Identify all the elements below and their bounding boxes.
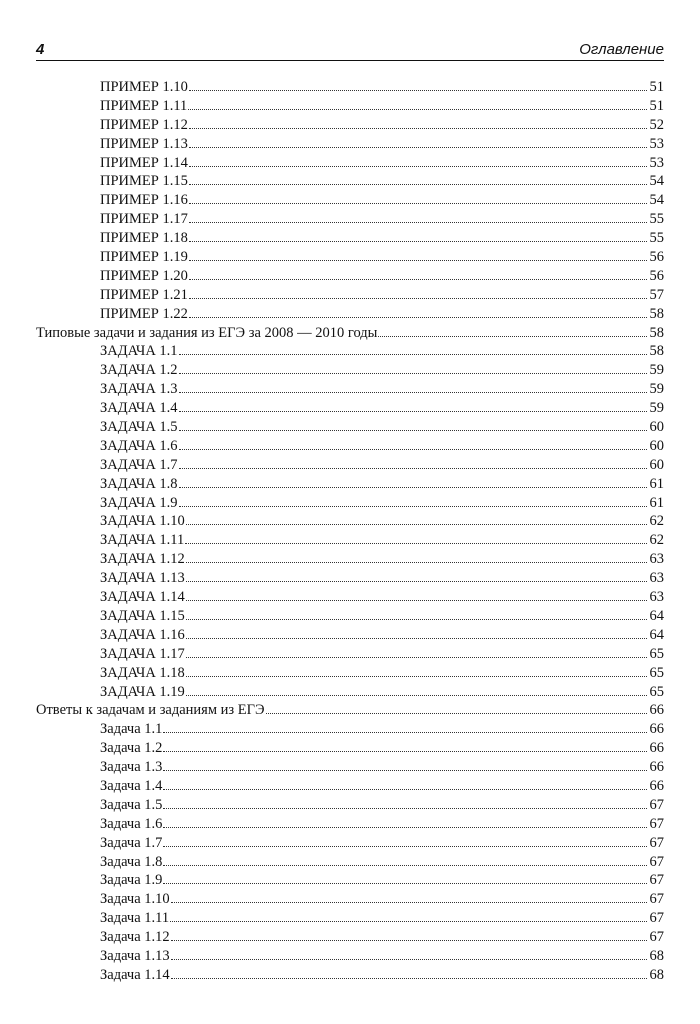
toc-entry[interactable] [36,96,664,115]
toc-section-entry[interactable] [36,323,664,342]
toc-entry-page: 62 [649,532,664,549]
toc-entry-page: 60 [649,456,664,473]
toc-leader-dots [186,682,647,696]
toc-entry-title: ПРИМЕР 1.16 [100,192,188,209]
toc-entry-title: ПРИМЕР 1.22 [100,305,188,322]
toc-leader-dots [179,417,647,431]
toc-entry[interactable] [36,625,664,644]
toc-entry[interactable] [36,757,664,776]
toc-entry-page: 57 [649,286,664,303]
toc-entry[interactable] [36,436,664,455]
toc-entry[interactable] [36,606,664,625]
toc-entry-page: 60 [649,419,664,436]
toc-entry-title: Задача 1.4 [100,777,163,794]
toc-leader-dots [189,266,647,280]
toc-entry-page: 67 [649,929,664,946]
toc-entry-title: Задача 1.1 [100,721,163,738]
toc-entry-title: ПРИМЕР 1.14 [100,154,188,171]
toc-leader-dots [179,398,647,412]
toc-leader-dots [171,927,647,941]
toc-entry-title: ЗАДАЧА 1.16 [100,626,185,643]
toc-leader-dots [170,908,647,922]
toc-entry[interactable] [36,209,664,228]
toc-entry-title: ПРИМЕР 1.17 [100,211,188,228]
toc-entry-page: 66 [649,721,664,738]
toc-leader-dots [186,644,647,658]
toc-leader-dots [179,341,647,355]
toc-entry[interactable] [36,530,664,549]
toc-leader-dots [179,436,647,450]
toc-entry[interactable] [36,247,664,266]
toc-entry-title: ПРИМЕР 1.11 [100,97,188,114]
page-number: 4 [36,41,45,58]
toc-leader-dots [266,700,647,714]
toc-entry-page: 58 [649,343,664,360]
toc-leader-dots [189,285,647,299]
toc-entry-page: 56 [649,249,664,266]
toc-entry-title: Типовые задачи и задания из ЕГЭ за 2008 — 2010 годы [36,324,378,341]
toc-entry-page: 67 [649,815,664,832]
toc-entry-title: ПРИМЕР 1.12 [100,116,188,133]
toc-entry-page: 59 [649,381,664,398]
toc-entry-page: 64 [649,626,664,643]
toc-entry-title: ЗАДАЧА 1.14 [100,589,185,606]
toc-entry[interactable] [36,398,664,417]
toc-leader-dots [186,511,647,525]
toc-leader-dots [189,134,647,148]
toc-leader-dots [186,606,647,620]
toc-entry-title: ЗАДАЧА 1.5 [100,419,178,436]
toc-entry[interactable] [36,266,664,285]
toc-leader-dots [189,115,647,129]
toc-leader-dots [189,153,647,167]
toc-entry-page: 53 [649,135,664,152]
toc-entry[interactable] [36,965,664,984]
toc-entry-page: 63 [649,570,664,587]
toc-entry[interactable] [36,908,664,927]
toc-entry[interactable] [36,134,664,153]
toc-entry-page: 52 [649,116,664,133]
toc-leader-dots [163,719,647,733]
toc-leader-dots [186,549,647,563]
toc-entry-title: ПРИМЕР 1.19 [100,249,188,266]
toc-entry-title: Задача 1.8 [100,853,163,870]
toc-leader-dots [171,965,647,979]
toc-entry-title: ПРИМЕР 1.21 [100,286,188,303]
toc-leader-dots [185,530,647,544]
toc-entry-page: 68 [649,947,664,964]
toc-entry-title: Задача 1.11 [100,910,170,927]
toc-leader-dots [179,455,647,469]
toc-entry[interactable] [36,360,664,379]
toc-entry[interactable] [36,682,664,701]
running-title: Оглавление [579,41,664,58]
toc-leader-dots [163,776,647,790]
toc-entry-title: Задача 1.9 [100,872,163,889]
toc-entry[interactable] [36,568,664,587]
toc-leader-dots [163,738,647,752]
toc-entry-page: 58 [649,305,664,322]
toc-leader-dots [188,96,647,110]
toc-entry[interactable] [36,889,664,908]
toc-entry[interactable] [36,379,664,398]
toc-leader-dots [163,814,647,828]
toc-entry-page: 60 [649,437,664,454]
toc-entry-page: 62 [649,513,664,530]
toc-entry-title: ПРИМЕР 1.18 [100,230,188,247]
toc-entry-title: ЗАДАЧА 1.12 [100,551,185,568]
toc-entry-page: 51 [649,97,664,114]
toc-entry[interactable] [36,304,664,323]
toc-entry-title: ЗАДАЧА 1.13 [100,570,185,587]
toc-leader-dots [179,493,647,507]
toc-entry-title: Ответы к задачам и заданиям из ЕГЭ [36,702,265,719]
toc-entry[interactable] [36,644,664,663]
toc-leader-dots [186,568,647,582]
toc-entry[interactable] [36,663,664,682]
toc-entry[interactable] [36,549,664,568]
toc-entry-page: 54 [649,173,664,190]
toc-entry-page: 66 [649,777,664,794]
toc-entry-title: ЗАДАЧА 1.10 [100,513,185,530]
toc-leader-dots [163,795,647,809]
toc-leader-dots [163,833,647,847]
toc-section-entry[interactable] [36,700,664,719]
toc-entry-page: 66 [649,759,664,776]
toc-entry-title: ЗАДАЧА 1.3 [100,381,178,398]
toc-entry[interactable] [36,190,664,209]
toc-leader-dots [189,228,647,242]
toc-entry[interactable] [36,511,664,530]
toc-entry-page: 66 [649,740,664,757]
toc-entry-page: 65 [649,664,664,681]
toc-entry[interactable] [36,814,664,833]
toc-leader-dots [186,625,647,639]
toc-entry[interactable] [36,738,664,757]
toc-entry-title: Задача 1.2 [100,740,163,757]
toc-entry-title: ЗАДАЧА 1.15 [100,607,185,624]
toc-leader-dots [163,852,647,866]
toc-entry-title: ПРИМЕР 1.15 [100,173,188,190]
toc-entry[interactable] [36,455,664,474]
toc-leader-dots [179,474,647,488]
toc-entry-title: ЗАДАЧА 1.8 [100,475,178,492]
toc-entry[interactable] [36,228,664,247]
toc-entry[interactable] [36,833,664,852]
toc-entry-page: 59 [649,362,664,379]
toc-leader-dots [189,304,647,318]
toc-entry[interactable] [36,719,664,738]
toc-leader-dots [163,757,647,771]
toc-entry-title: ЗАДАЧА 1.17 [100,645,185,662]
toc-entry[interactable] [36,870,664,889]
toc-leader-dots [179,379,647,393]
toc-entry[interactable] [36,493,664,512]
toc-entry-title: ЗАДАЧА 1.2 [100,362,178,379]
page-header [36,38,664,61]
toc-entry-page: 54 [649,192,664,209]
toc-entry-page: 59 [649,400,664,417]
toc-entry-page: 64 [649,607,664,624]
toc-entry-title: ПРИМЕР 1.13 [100,135,188,152]
toc-entry[interactable] [36,115,664,134]
toc-leader-dots [189,209,647,223]
toc-entry-page: 67 [649,872,664,889]
toc-entry-page: 67 [649,891,664,908]
toc-entry-title: ЗАДАЧА 1.19 [100,683,185,700]
toc-entry[interactable] [36,927,664,946]
toc-entry-page: 65 [649,645,664,662]
toc-entry-title: Задача 1.12 [100,929,170,946]
toc-entry-page: 65 [649,683,664,700]
toc-entry[interactable] [36,587,664,606]
toc-entry[interactable] [36,171,664,190]
toc-leader-dots [378,323,647,337]
toc-entry-page: 68 [649,966,664,983]
toc-entry-title: ЗАДАЧА 1.1 [100,343,178,360]
table-of-contents [36,77,664,984]
toc-entry-title: ЗАДАЧА 1.6 [100,437,178,454]
toc-entry-page: 51 [649,79,664,95]
toc-leader-dots [186,587,647,601]
toc-entry[interactable] [36,77,664,96]
toc-entry-title: ЗАДАЧА 1.7 [100,456,178,473]
toc-entry-page: 61 [649,494,664,511]
toc-entry[interactable] [36,776,664,795]
toc-entry-page: 66 [649,702,664,719]
toc-leader-dots [179,360,647,374]
toc-entry-title: ЗАДАЧА 1.18 [100,664,185,681]
toc-entry-title: Задача 1.10 [100,891,170,908]
toc-entry-page: 67 [649,834,664,851]
toc-entry-page: 56 [649,267,664,284]
toc-entry-title: ПРИМЕР 1.10 [100,79,188,95]
toc-entry-title: ПРИМЕР 1.20 [100,267,188,284]
toc-entry-title: ЗАДАЧА 1.9 [100,494,178,511]
toc-entry-page: 55 [649,211,664,228]
toc-entry[interactable] [36,341,664,360]
toc-entry[interactable] [36,795,664,814]
toc-leader-dots [171,946,647,960]
toc-leader-dots [189,77,647,91]
toc-entry-title: Задача 1.7 [100,834,163,851]
toc-leader-dots [186,663,647,677]
toc-entry[interactable] [36,417,664,436]
toc-entry[interactable] [36,153,664,172]
toc-entry[interactable] [36,852,664,871]
toc-entry-title: Задача 1.3 [100,759,163,776]
toc-leader-dots [163,870,647,884]
toc-entry-title: Задача 1.13 [100,947,170,964]
toc-entry-page: 55 [649,230,664,247]
toc-entry[interactable] [36,474,664,493]
toc-entry-page: 67 [649,853,664,870]
toc-entry-title: ЗАДАЧА 1.11 [100,532,185,549]
toc-leader-dots [189,247,647,261]
toc-entry-page: 67 [649,910,664,927]
toc-entry-title: Задача 1.5 [100,796,163,813]
toc-entry-page: 61 [649,475,664,492]
toc-leader-dots [189,190,647,204]
toc-entry-title: Задача 1.14 [100,966,170,983]
toc-entry[interactable] [36,946,664,965]
toc-entry-title: ЗАДАЧА 1.4 [100,400,178,417]
toc-entry-page: 58 [649,324,664,341]
toc-leader-dots [171,889,647,903]
toc-entry-page: 63 [649,589,664,606]
toc-leader-dots [189,171,647,185]
toc-entry[interactable] [36,285,664,304]
toc-entry-page: 53 [649,154,664,171]
toc-entry-page: 63 [649,551,664,568]
toc-entry-title: Задача 1.6 [100,815,163,832]
toc-entry-page: 67 [649,796,664,813]
